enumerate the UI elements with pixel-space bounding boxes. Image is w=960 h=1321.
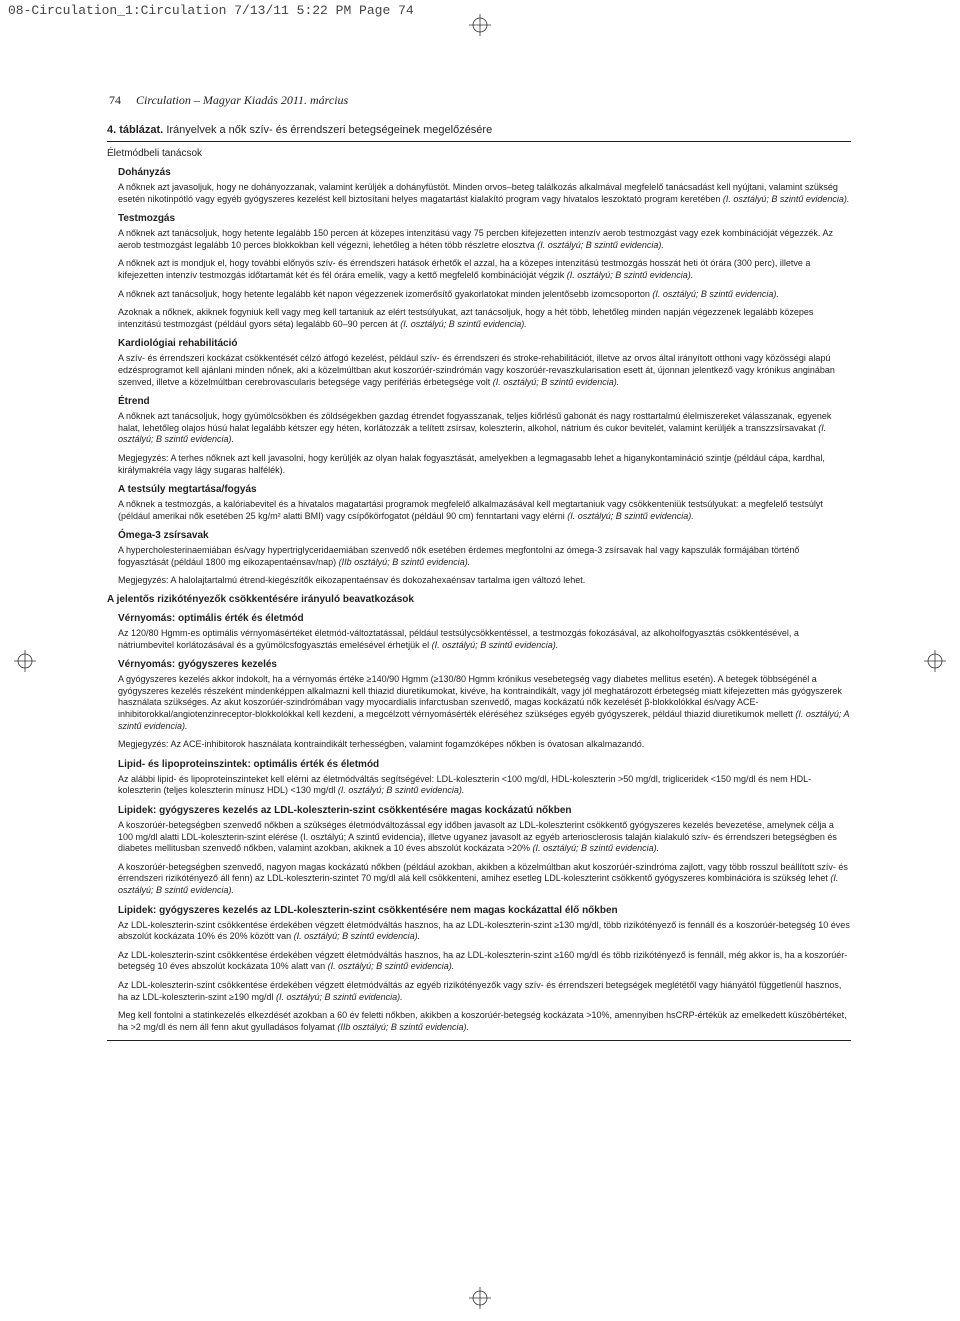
table-body [107,148,851,1033]
evidence-level: (I. osztályú; B szintű evidencia). [118,422,827,445]
recommendation-text: Meg kell fontolni a statinkezelés elkezdését azokban a 60 év feletti nőkben, akikben a koszorúér-betegség kockázata >10%, amennyiben hsCRP-értékük az emelkedett küszöbértéket, ha >2 mg/dl és nem áll fenn akut gyulladásos folyamat [118,1010,847,1032]
evidence-level: (I. osztályú; B szintű evidencia). [532,843,660,854]
subsection-heading: Vérnyomás: gyógyszeres kezelés [118,659,277,671]
section-heading: A jelentős rizikótényezők csökkentésére irányuló beavatkozások [107,594,414,606]
evidence-level: (I. osztályú; B szintű evidencia). [400,318,527,329]
recommendation-text: Az LDL-koleszterin-szint csökkentése érdekében végzett életmódváltás hasznos, ha az LDL-koleszterin-szint ≥130 mg/dl, több rizikótényező is fennáll és a koszorúér-betegség 10 éves abszolút kockázata 10% és 20% között van [118,919,850,942]
recommendation-text: A nőknek azt is mondjuk el, hogy további előnyös szív- és érrendszeri hatások érhetők el azzal, ha a közepes intenzitású testmozgás hosszát heti öt órára (300 perc), illetve a kifejezetten intenzív testmozgás időtartamát két és fél órára emelik, vagy a kettő megfelelő kombinációját végzik [118,258,811,280]
guideline-table [107,124,851,1041]
registration-mark-icon [469,1287,491,1309]
subsection-heading: Étrend [118,396,150,408]
recommendation-paragraph [118,453,851,476]
recommendation-paragraph [118,862,851,897]
running-header [109,93,348,108]
recommendation-text: A koszorúér-betegségben szenvedő nőkben a szükséges életmódváltozással egy időben javasolt az LDL-koleszterint csökkentő gyógyszeres kezelés bevezetése, amelynek célja a 100 mg/dl alatti LDL-koleszterin-szint elérése (I. osztályú; A szintű evidencia), illetve ugyanez javasolt az egyéb arteriosclerosis talaján kialakuló szív- és érrendszeri betegségben és diabetes mellitusban szenvedő nőkben, valamint azokban, akiknek a 10 éves abszolút kockázata >20% [118,820,837,854]
recommendation-paragraph [118,182,851,205]
subsection-heading: Lipidek: gyógyszeres kezelés az LDL-koleszterin-szint csökkentésére nem magas kockázattal élő nőkben [118,904,618,916]
subsection-heading: Lipidek: gyógyszeres kezelés az LDL-koleszterin-szint csökkentésére magas kockázatú nőkben [118,805,572,816]
recommendation-paragraph [118,980,851,1003]
recommendation-text: Az 120/80 Hgmm-es optimális vérnyomásértéket életmód-változtatással, például testsúlycsökkentéssel, a testmozgás fokozásával, az alkoholfogyasztás csökkentésével, a nátriumbevitel korlátozásával és a gyümölcsfogyasztás emelésével érhetjük el [118,628,799,650]
recommendation-paragraph [118,628,851,651]
evidence-level: (I. osztályú; B szintű evidencia). [293,931,421,942]
table-label: 4. táblázat. [107,124,164,136]
recommendation-paragraph [118,353,851,388]
evidence-level: (I. osztályú; B szintű evidencia). [327,961,455,972]
evidence-level: (I. osztályú; B szintű evidencia). [337,785,465,796]
recommendation-text: Megjegyzés: A terhes nőknek azt kell javasolni, hogy kerüljék az olyan halak fogyasztását, amelyekben a legmagasabb lehet a higanykontamináció szintje (például cápa, kardhal, királymakréla vagy lágy sugaras halfélék). [118,452,825,475]
recommendation-text: Az alábbi lipid- és lipoproteinszinteket kell elérni az életmódváltás segítségével: LDL-koleszterin <100 mg/dl, HDL-koleszterin >50 mg/dl, trigliceridek <150 mg/dl és nem HDL-koleszterin (teljes koleszterin mínusz HDL) <130 mg/dl [118,773,812,796]
evidence-level: (I. osztályú; B szintű evidencia). [431,639,559,650]
subsection-heading: Kardiológiai rehabilitáció [118,338,238,350]
table-bottom-rule [107,1040,851,1041]
subsection-heading: Vérnyomás: optimális érték és életmód [118,613,304,625]
table-caption [107,124,851,136]
recommendation-text: A gyógyszeres kezelés akkor indokolt, ha a vérnyomás értéke ≥140/90 Hgmm (≥130/80 Hgmm krónikus vesebetegség vagy diabetes mellitus esetén). A betegek többségénél a gyógyszeres kezelés részeként mindenképpen alkalmazni kell thiazid diuretikumokat, kivéve, ha kontraindikált, vagy jól meghatározott érbetegség miatt kifejezetten más gyógyszerek használata szükséges. Az akut koszorúér-szindrómában vagy myocardialis infarctusban szenvedő, magas kockázatú nők kezelését β-blokkolókkal és/vagy ACE-inhibitorokkal/angiotenzinreceptor-blokkolókkal kell kezdeni, a megcélzott vérnyomásérték eléréséhez szükséges egyéb gyógyszerek, például thiazid diuretikumok mellett [118,674,842,720]
recommendation-paragraph [118,411,851,446]
recommendation-text: Azoknak a nőknek, akiknek fogyniuk kell vagy meg kell tartaniuk az elért testsúlyukat, azt tanácsoljuk, hogy a hét több, lehetőleg minden napján végezzenek legalább közepes intenzitású testmozgást (például gyors séta) legalább 60–90 percen át [118,307,814,329]
recommendation-paragraph [118,739,851,751]
recommendation-paragraph [118,228,851,251]
subsection-heading: Ómega-3 zsírsavak [118,530,209,542]
recommendation-text: A nőknek azt javasoljuk, hogy ne dohányozzanak, valamint kerüljék a dohányfüstöt. Minden orvos–beteg találkozás alkalmával megfelelő tanácsadást kell nyújtani, valamint szükség esetén nikotinpótló vagy egyéb gyógyszeres kezelést kell biztosítani helyes magatartást kialakító program vagy hivatalos leszoktató program keretében [118,182,838,204]
recommendation-paragraph [118,289,851,301]
registration-mark-icon [469,14,491,36]
recommendation-paragraph [118,820,851,855]
recommendation-paragraph [118,774,851,797]
recommendation-paragraph [118,307,851,330]
recommendation-paragraph [118,545,851,568]
journal-title: Circulation – Magyar Kiadás 2011. március [136,93,349,107]
recommendation-text: A nőknek azt tanácsoljuk, hogy hetente legalább két napon végezzenek izomerősítő gyakorlatokat minden jelentősebb izomcsoporton [118,288,650,299]
recommendation-paragraph [118,575,851,587]
recommendation-text: Megjegyzés: A halolajtartalmú étrend-kiegészítők eikozapentaénsav és dokozahexaénsav tartalma igen változó lehet. [118,575,586,586]
evidence-level: (I. osztályú; A szintű evidencia). [118,709,850,731]
evidence-level: (I. osztályú; B szintű evidencia). [118,873,839,895]
evidence-level: (I. osztályú; B szintű evidencia). [276,991,403,1002]
recommendation-text: A nőknek a testmozgás, a kalóriabevitel és a hivatalos magatartási programok megfelelő alkalmazásával kell megtartaniuk vagy csökkenteniük testsúlyukat: a megfelelő testsúlyt (például amerikai nők esetében 25 kg/m² alatti BMI) vagy csípőkörfogatot (például 90 cm) fenntartani vagy elérni [118,499,823,521]
recommendation-paragraph [118,920,851,943]
recommendation-text: A szív- és érrendszeri kockázat csökkentését célzó átfogó kezelést, például szív- és érrendszeri és stroke-rehabilitációt, illetve az orvos által irányított otthoni vagy közösségi alapú edzésprogramot kell ajánlani minden nőnek, aki a közelmúltban akut koszorúér-szindrómán vagy koszorúér-revaszkularisation esett át, újonnan jelentkező vagy krónikus anginában szenved, illetve a közelmúltban cerebrovascularis betegsége vagy perifériás érbetegsége volt [118,353,835,387]
recommendation-paragraph [118,950,851,973]
subsection-heading: A testsúly megtartása/fogyás [118,484,257,496]
recommendation-paragraph [118,499,851,522]
print-slug: 08-Circulation_1:Circulation 7/13/11 5:22 PM Page 74 [8,3,414,18]
recommendation-paragraph [118,258,851,281]
subsection-heading: Dohányzás [118,167,171,178]
table-title: Irányelvek a nők szív- és érrendszeri betegségeinek megelőzésére [166,124,493,136]
recommendation-text: A nőknek azt tanácsoljuk, hogy hetente legalább 150 percen át közepes intenzitású vagy 75 percben kifejezetten intenzív aerob testmozgást vagy ezek kombinációját végezzék. Az aerob testmozgást legalább 10 perces blokkokban kell végezni, lehetőleg a héten több részletre elosztva [118,228,833,250]
subsection-heading: Testmozgás [118,213,176,225]
evidence-level: (IIb osztályú; B szintű evidencia). [337,1021,469,1032]
evidence-level: (I. osztályú; B szintű evidencia). [652,288,779,299]
evidence-level: (I. osztályú; B szintű evidencia). [492,376,620,387]
recommendation-text: A nőknek azt tanácsoljuk, hogy gyümölcsökben és zöldségekben gazdag étrendet fogyasszanak, teljes kiőrlésű gabonát és nagy rosttartalmú élelmiszereket válasszanak, egyenek halat, lehetőleg olajos húsú halat legalább kétszer egy héten, korlátozzák a telített zsírsav, koleszterin, alkohol, nátrium és cukor bevitelét, valamint kerüljék a transzzsírsavakat [118,411,832,433]
recommendation-paragraph [118,1010,851,1033]
evidence-level: (I. osztályú; B szintű evidencia). [722,193,850,204]
evidence-level: (I. osztályú; B szintű evidencia). [566,269,694,280]
subsection-heading: Lipid- és lipoproteinszintek: optimális érték és életmód [118,758,380,770]
evidence-level: (IIb osztályú; B szintű evidencia). [338,556,471,567]
section-heading: Életmódbeli tanácsok [107,148,203,159]
evidence-level: (I. osztályú; B szintű evidencia). [567,510,694,521]
recommendation-text: A hypercholesterinaemiában és/vagy hypertriglyceridaemiában szenvedő nők esetében érdemes megfontolni az ómega-3 zsírsavak hal vagy kapszulák formájában történő fogyasztását (például 1800 mg eikozapentaénsav/nap) [118,545,800,567]
recommendation-text: Az LDL-koleszterin-szint csökkentése érdekében végzett életmódváltás az egyéb rizikótényezők vagy szív- és érrendszeri betegségek meglététől vagy hiányától függetlenül hasznos, ha az LDL-koleszterin-szint ≥190 mg/dl [118,979,842,1002]
evidence-level: (I. osztályú; B szintű evidencia). [537,239,664,250]
registration-mark-icon [924,650,946,672]
page-number: 74 [109,93,121,107]
recommendation-text: A koszorúér-betegségben szenvedő, nagyon magas kockázatú nőkben (például azokban, akikben a közelmúltban akut koszorúér-szindróma zajlott, vagy több rosszul beállított szív- és érrendszeri rizikótényező áll fenn) az LDL-koleszterin-szintet 70 mg/dl alá kell csökkenteni, amihez esetleg LDL-koleszterint csökkentő gyógyszeres kombinációra is szükség lehet [118,861,848,884]
recommendation-text: Megjegyzés: Az ACE-inhibitorok használata kontraindikált terhességben, valamint fogamzóképes nőkben is óvatosan alkalmazandó. [118,739,645,750]
registration-mark-icon [14,650,36,672]
recommendation-paragraph [118,674,851,732]
recommendation-text: Az LDL-koleszterin-szint csökkentése érdekében végzett életmódváltás hasznos, ha az LDL-koleszterin-szint ≥160 mg/dl és több rizikótényező is fennáll, még akkor is, ha a koszorúér-betegség 10 éves abszolút kockázata 10% alatt van [118,949,848,972]
table-top-rule [107,141,851,142]
